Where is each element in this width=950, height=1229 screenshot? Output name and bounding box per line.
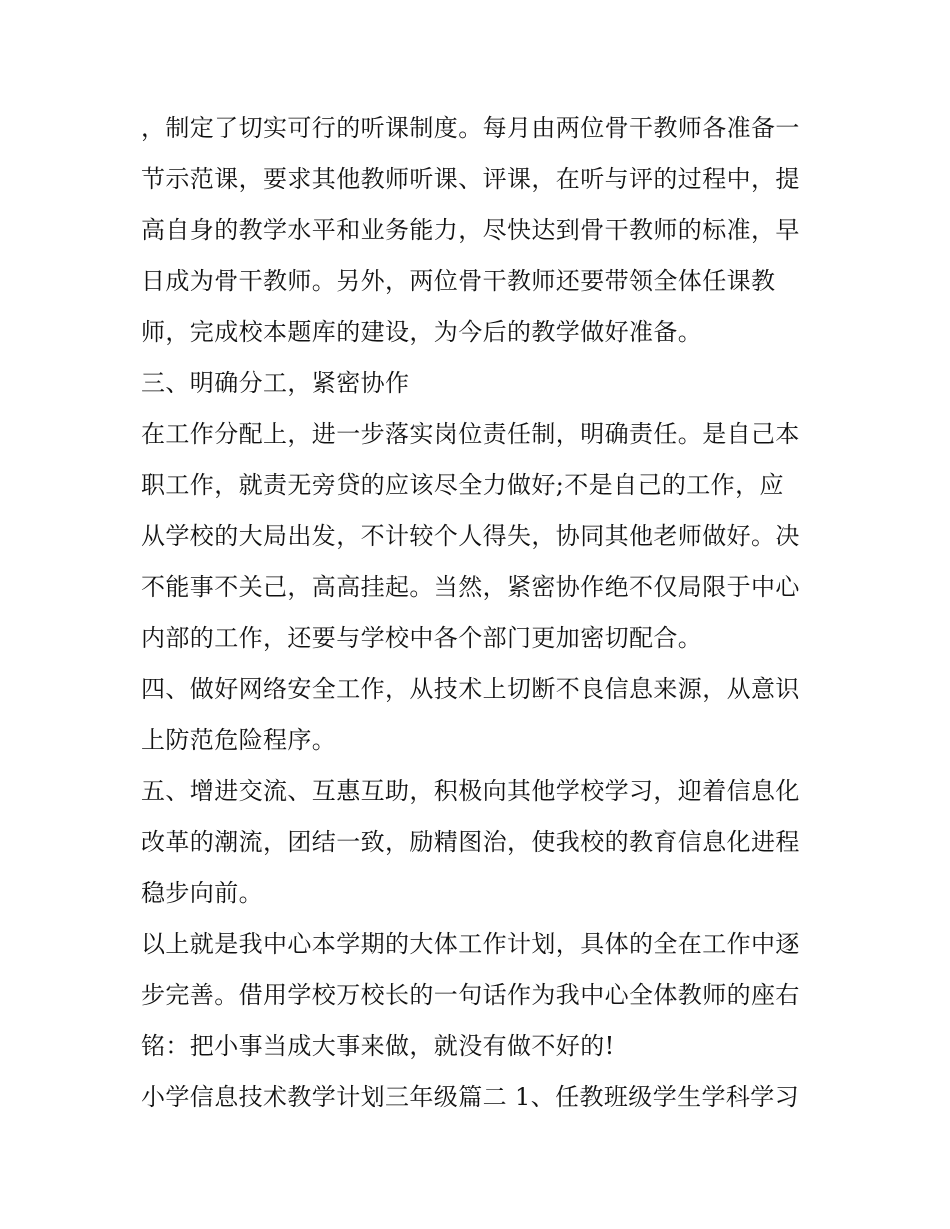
text-line: 上防范危险程序。 [141,726,337,754]
text-line: 小学信息技术教学计划三年级篇二 1、任教班级学生学科学习 [141,1083,800,1111]
document-body [141,103,813,1123]
section-heading: 五、增进交流、互惠互助，积极向其他学校学习，迎着信息化 [141,777,800,805]
text-line: 高自身的教学水平和业务能力，尽快达到骨干教师的标准，早 [141,216,800,244]
text-line: 节示范课，要求其他教师听课、评课，在听与评的过程中，提 [141,165,800,193]
text-line: 师，完成校本题库的建设，为今后的教学做好准备。 [141,318,703,346]
text-line: 从学校的大局出发，不计较个人得失，协同其他老师做好。决 [141,522,800,550]
text-line: 改革的潮流，团结一致，励精图治，使我校的教育信息化进程 [141,828,800,856]
section-heading: 三、明确分工，紧密协作 [141,369,410,397]
text-line: 职工作，就责无旁贷的应该尽全力做好;不是自己的工作，应 [141,471,784,499]
text-line: 铭：把小事当成大事来做，就没有做不好的! [141,1032,615,1060]
text-line: 以上就是我中心本学期的大体工作计划，具体的全在工作中逐 [141,930,800,958]
text-line: 步完善。借用学校万校长的一句话作为我中心全体教师的座右 [141,981,800,1009]
text-line: 在工作分配上，进一步落实岗位责任制，明确责任。是自己本 [141,420,800,448]
text-line: ，制定了切实可行的听课制度。每月由两位骨干教师各准备一 [141,114,800,142]
text-line: 内部的工作，还要与学校中各个部门更加密切配合。 [141,624,703,652]
text-line: 日成为骨干教师。另外，两位骨干教师还要带领全体任课教 [141,267,776,295]
text-line: 稳步向前。 [141,879,263,907]
section-heading: 四、做好网络安全工作，从技术上切断不良信息来源，从意识 [141,675,800,703]
text-line: 不能事不关己，高高挂起。当然，紧密协作绝不仅局限于中心 [141,573,800,601]
